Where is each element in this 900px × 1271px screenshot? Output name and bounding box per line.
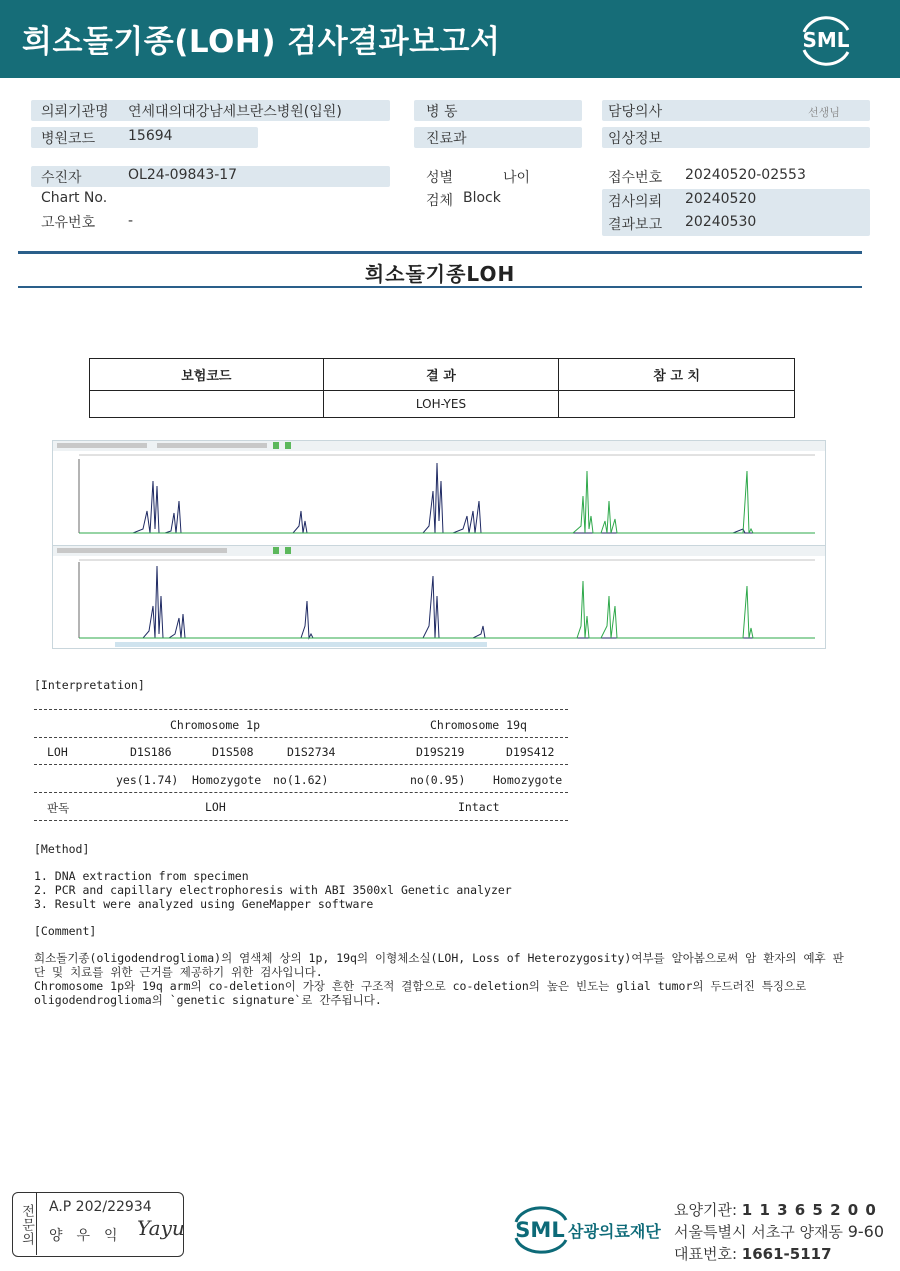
reference-cell	[559, 391, 795, 418]
electropherogram-bottom	[52, 545, 826, 649]
judgement-label: 판독	[47, 801, 70, 815]
stamp-license-number: A.P 202/22934	[49, 1199, 152, 1215]
specimen-value: Block	[463, 190, 501, 206]
electropherogram-top	[52, 440, 826, 546]
judgement-19q: Intact	[458, 800, 500, 814]
marker-d1s2734: D1S2734	[287, 745, 336, 759]
method-line-1: 1. DNA extraction from specimen	[34, 869, 249, 883]
chart-no-label: Chart No.	[41, 190, 108, 206]
sml-logo	[796, 12, 856, 68]
ward-label: 병 동	[426, 104, 458, 120]
report-title: 희소돌기종(LOH) 검사결과보고서	[22, 24, 501, 60]
phone-number: 1661-5117	[741, 1245, 832, 1263]
marker-d1s508: D1S508	[212, 745, 254, 759]
chrom1p-header: Chromosome 1p	[170, 718, 261, 732]
result-d1s186: yes(1.74)	[116, 773, 179, 787]
hospital-code-value: 15694	[128, 128, 173, 144]
method-line-2: 2. PCR and capillary electrophoresis with ABI 3500xl Genetic analyzer	[34, 883, 512, 897]
insurance-code-header: 보험코드	[90, 359, 324, 391]
patient-value: OL24-09843-17	[128, 167, 238, 183]
comment-paragraph-2: Chromosome 1p와 19q arm의 co-deletion이 가장 흔한 구조적 결함으로 co-deletion의 높은 빈도는 glial tumor의 두드러진 특징으로 oligodendroglioma의 `genetic signature`로 간주됩니다.	[34, 979, 807, 1007]
result-d19s412: Homozygote	[493, 773, 563, 787]
unique-no-value: -	[128, 213, 134, 229]
signature	[135, 1211, 185, 1251]
request-value: 20240520	[685, 191, 757, 207]
method-heading: [Method]	[34, 842, 90, 856]
dash-rule	[34, 792, 568, 793]
section-rule-top	[18, 251, 862, 254]
section-rule-bottom	[18, 286, 862, 288]
reference-header: 참 고 치	[559, 359, 795, 391]
comment-paragraph-1: 희소돌기종(oligodendroglioma)의 염색체 상의 1p, 19q의 이형체소실(LOH, Loss of Heterozygosity)여부를 알아봄으로써 암 환자의 예후 판단 및 치료를 위한 근거를 제공하기 위한 검사입니다.	[34, 951, 844, 979]
sex-label: 성별	[426, 170, 454, 186]
marker-d1s186: D1S186	[130, 745, 172, 759]
marker-d19s219: D19S219	[416, 745, 465, 759]
request-label: 검사의뢰	[608, 194, 663, 210]
care-institution	[674, 1199, 877, 1220]
electropherogram-top-trace	[53, 441, 825, 545]
receipt-value: 20240520-02553	[685, 167, 806, 183]
address-number: 9-60	[847, 1222, 885, 1241]
svg-text:SML: SML	[802, 28, 850, 52]
patient-label: 수진자	[41, 170, 82, 186]
result-header: 결 과	[323, 359, 559, 391]
judgement-1p: LOH	[205, 800, 226, 814]
phone-label: 대표번호:	[674, 1245, 742, 1263]
result-d1s2734: no(1.62)	[273, 773, 329, 787]
doctor-label: 담당의사	[608, 104, 663, 120]
dept-label: 진료과	[426, 131, 467, 147]
marker-d19s412: D19S412	[506, 745, 555, 759]
address	[674, 1221, 884, 1242]
footer-org-name: 삼광의료재단	[568, 1222, 661, 1241]
age-label: 나이	[503, 170, 531, 186]
phone	[674, 1243, 832, 1264]
dash-rule	[34, 709, 568, 710]
result-d1s508: Homozygote	[192, 773, 262, 787]
loh-label: LOH	[47, 745, 68, 759]
receipt-label: 접수번호	[608, 170, 663, 186]
chrom19q-header: Chromosome 19q	[430, 718, 527, 732]
section-title: 희소돌기종LOH	[364, 262, 516, 286]
table-row	[90, 391, 795, 418]
comment-heading: [Comment]	[34, 924, 97, 938]
institution-label: 의뢰기관명	[41, 104, 109, 120]
insurance-code-cell	[90, 391, 324, 418]
result-table-header-row	[90, 359, 795, 391]
report-date-label: 결과보고	[608, 217, 663, 233]
electropherogram-bottom-trace	[53, 546, 825, 648]
dash-rule	[34, 764, 568, 765]
unique-no-label: 고유번호	[41, 215, 96, 231]
doctor-suffix: 선생님	[808, 106, 840, 119]
interpretation-heading: [Interpretation]	[34, 678, 145, 692]
care-label: 요양기관:	[674, 1201, 742, 1219]
hospital-code-label: 병원코드	[41, 131, 96, 147]
care-number: 1 1 3 6 5 2 0 0	[741, 1201, 877, 1219]
result-table	[89, 358, 795, 418]
stamp-doctor-name: 양우익	[49, 1228, 132, 1244]
result-d19s219: no(0.95)	[410, 773, 466, 787]
stamp-label: 전문의	[13, 1193, 37, 1255]
dash-rule	[34, 820, 568, 821]
institution-value: 연세대의대강남세브란스병원(입원)	[128, 104, 342, 120]
address-text: 서울특별시 서초구 양재동	[674, 1223, 848, 1241]
method-line-3: 3. Result were analyzed using GeneMapper software	[34, 897, 374, 911]
svg-text:Yayu: Yayu	[137, 1216, 185, 1240]
svg-text:SML: SML	[515, 1218, 565, 1242]
report-header	[0, 0, 900, 78]
dash-rule	[34, 737, 568, 738]
specimen-label: 검체	[426, 193, 454, 209]
clinical-label: 임상정보	[608, 131, 663, 147]
result-cell: LOH-YES	[323, 391, 559, 418]
report-date-value: 20240530	[685, 214, 757, 230]
specialist-stamp	[12, 1192, 184, 1257]
